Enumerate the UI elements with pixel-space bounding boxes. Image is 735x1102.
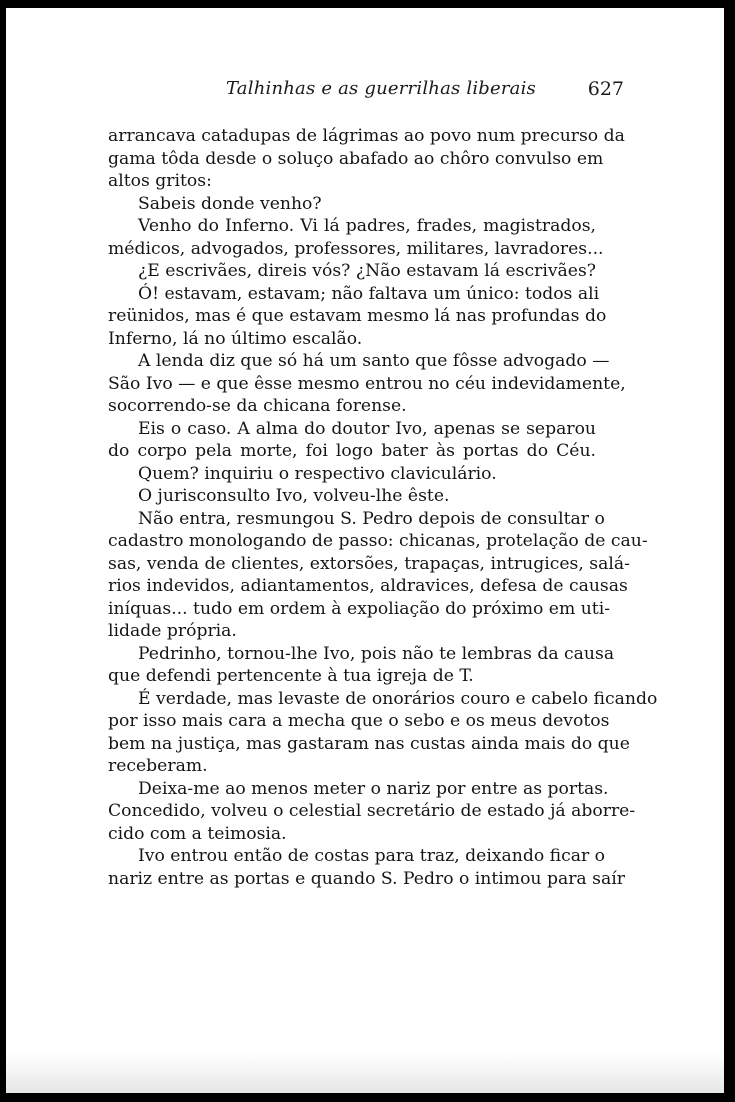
text-line: É verdade, mas levaste de onorários couro e cabelo ficando: [138, 688, 658, 709]
text-line: cido com a teimosia.: [108, 823, 287, 844]
text-line: sas, venda de clientes, extorsões, trapaças, intrugices, salá-: [108, 553, 630, 574]
text-line: iníquas... tudo em ordem à expoliação do próximo em uti-: [108, 598, 611, 619]
text-line: que defendi pertencente à tua igreja de T.: [108, 666, 474, 686]
text-line: Sabeis donde venho?: [138, 193, 322, 214]
text-line: socorrendo-se da chicana forense.: [108, 396, 407, 416]
text-line: arrancava catadupas de lágrimas ao povo num precurso da: [108, 126, 625, 146]
body-text: [108, 125, 658, 890]
text-line: Deixa-me ao menos meter o nariz por entre as portas.: [138, 778, 609, 799]
text-line: Pedrinho, tornou-lhe Ivo, pois não te lembras da causa: [138, 643, 615, 664]
text-line: gama tôda desde o soluço abafado ao chôro convulso em: [108, 148, 604, 169]
text-line: Ivo entrou então de costas para traz, deixando ficar o: [138, 846, 606, 866]
page-header: [106, 78, 624, 106]
running-title: Talhinhas e as guerrilhas liberais: [226, 78, 536, 99]
text-line: Eis o caso. A alma do doutor Ivo, apenas se separou: [138, 418, 596, 439]
text-line: bem na justiça, mas gastaram nas custas ainda mais do que: [108, 733, 630, 754]
text-line: Concedido, volveu o celestial secretário de estado já aborre-: [108, 801, 636, 821]
text-line: do corpo pela morte, foi logo bater às portas do Céu.: [108, 441, 596, 461]
text-line: A lenda diz que só há um santo que fôsse advogado —: [138, 351, 610, 371]
text-line: Venho do Inferno. Vi lá padres, frades, magistrados,: [138, 216, 596, 236]
text-line: lidade própria.: [108, 621, 237, 641]
text-line: São Ivo — e que êsse mesmo entrou no céu indevidamente,: [108, 373, 626, 394]
page-number: 627: [587, 78, 624, 100]
text-line: ¿E escrivães, direis vós? ¿Não estavam lá escrivães?: [138, 261, 596, 281]
text-line: Quem? inquiriu o respectivo claviculário.: [138, 463, 497, 484]
text-line: reünidos, mas é que estavam mesmo lá nas profundas do: [108, 306, 607, 326]
text-line: Não entra, resmungou S. Pedro depois de consultar o: [138, 508, 605, 529]
text-line: altos gritos:: [108, 171, 212, 191]
text-line: O jurisconsulto Ivo, volveu-lhe êste.: [138, 486, 450, 506]
text-line: Inferno, lá no último escalão.: [108, 328, 363, 349]
text-line: por isso mais cara a mecha que o sebo e os meus devotos: [108, 711, 610, 731]
text-line: médicos, advogados, professores, militares, lavradores...: [108, 238, 604, 259]
text-line: rios indevidos, adiantamentos, aldravices, defesa de causas: [108, 576, 628, 596]
text-line: receberam.: [108, 756, 208, 776]
book-page: [6, 8, 724, 1093]
text-line: nariz entre as portas e quando S. Pedro o intimou para saír: [108, 868, 625, 889]
text-line: Ó! estavam, estavam; não faltava um único: todos ali: [138, 283, 600, 304]
text-line: cadastro monologando de passo: chicanas, protelação de cau-: [108, 531, 648, 551]
